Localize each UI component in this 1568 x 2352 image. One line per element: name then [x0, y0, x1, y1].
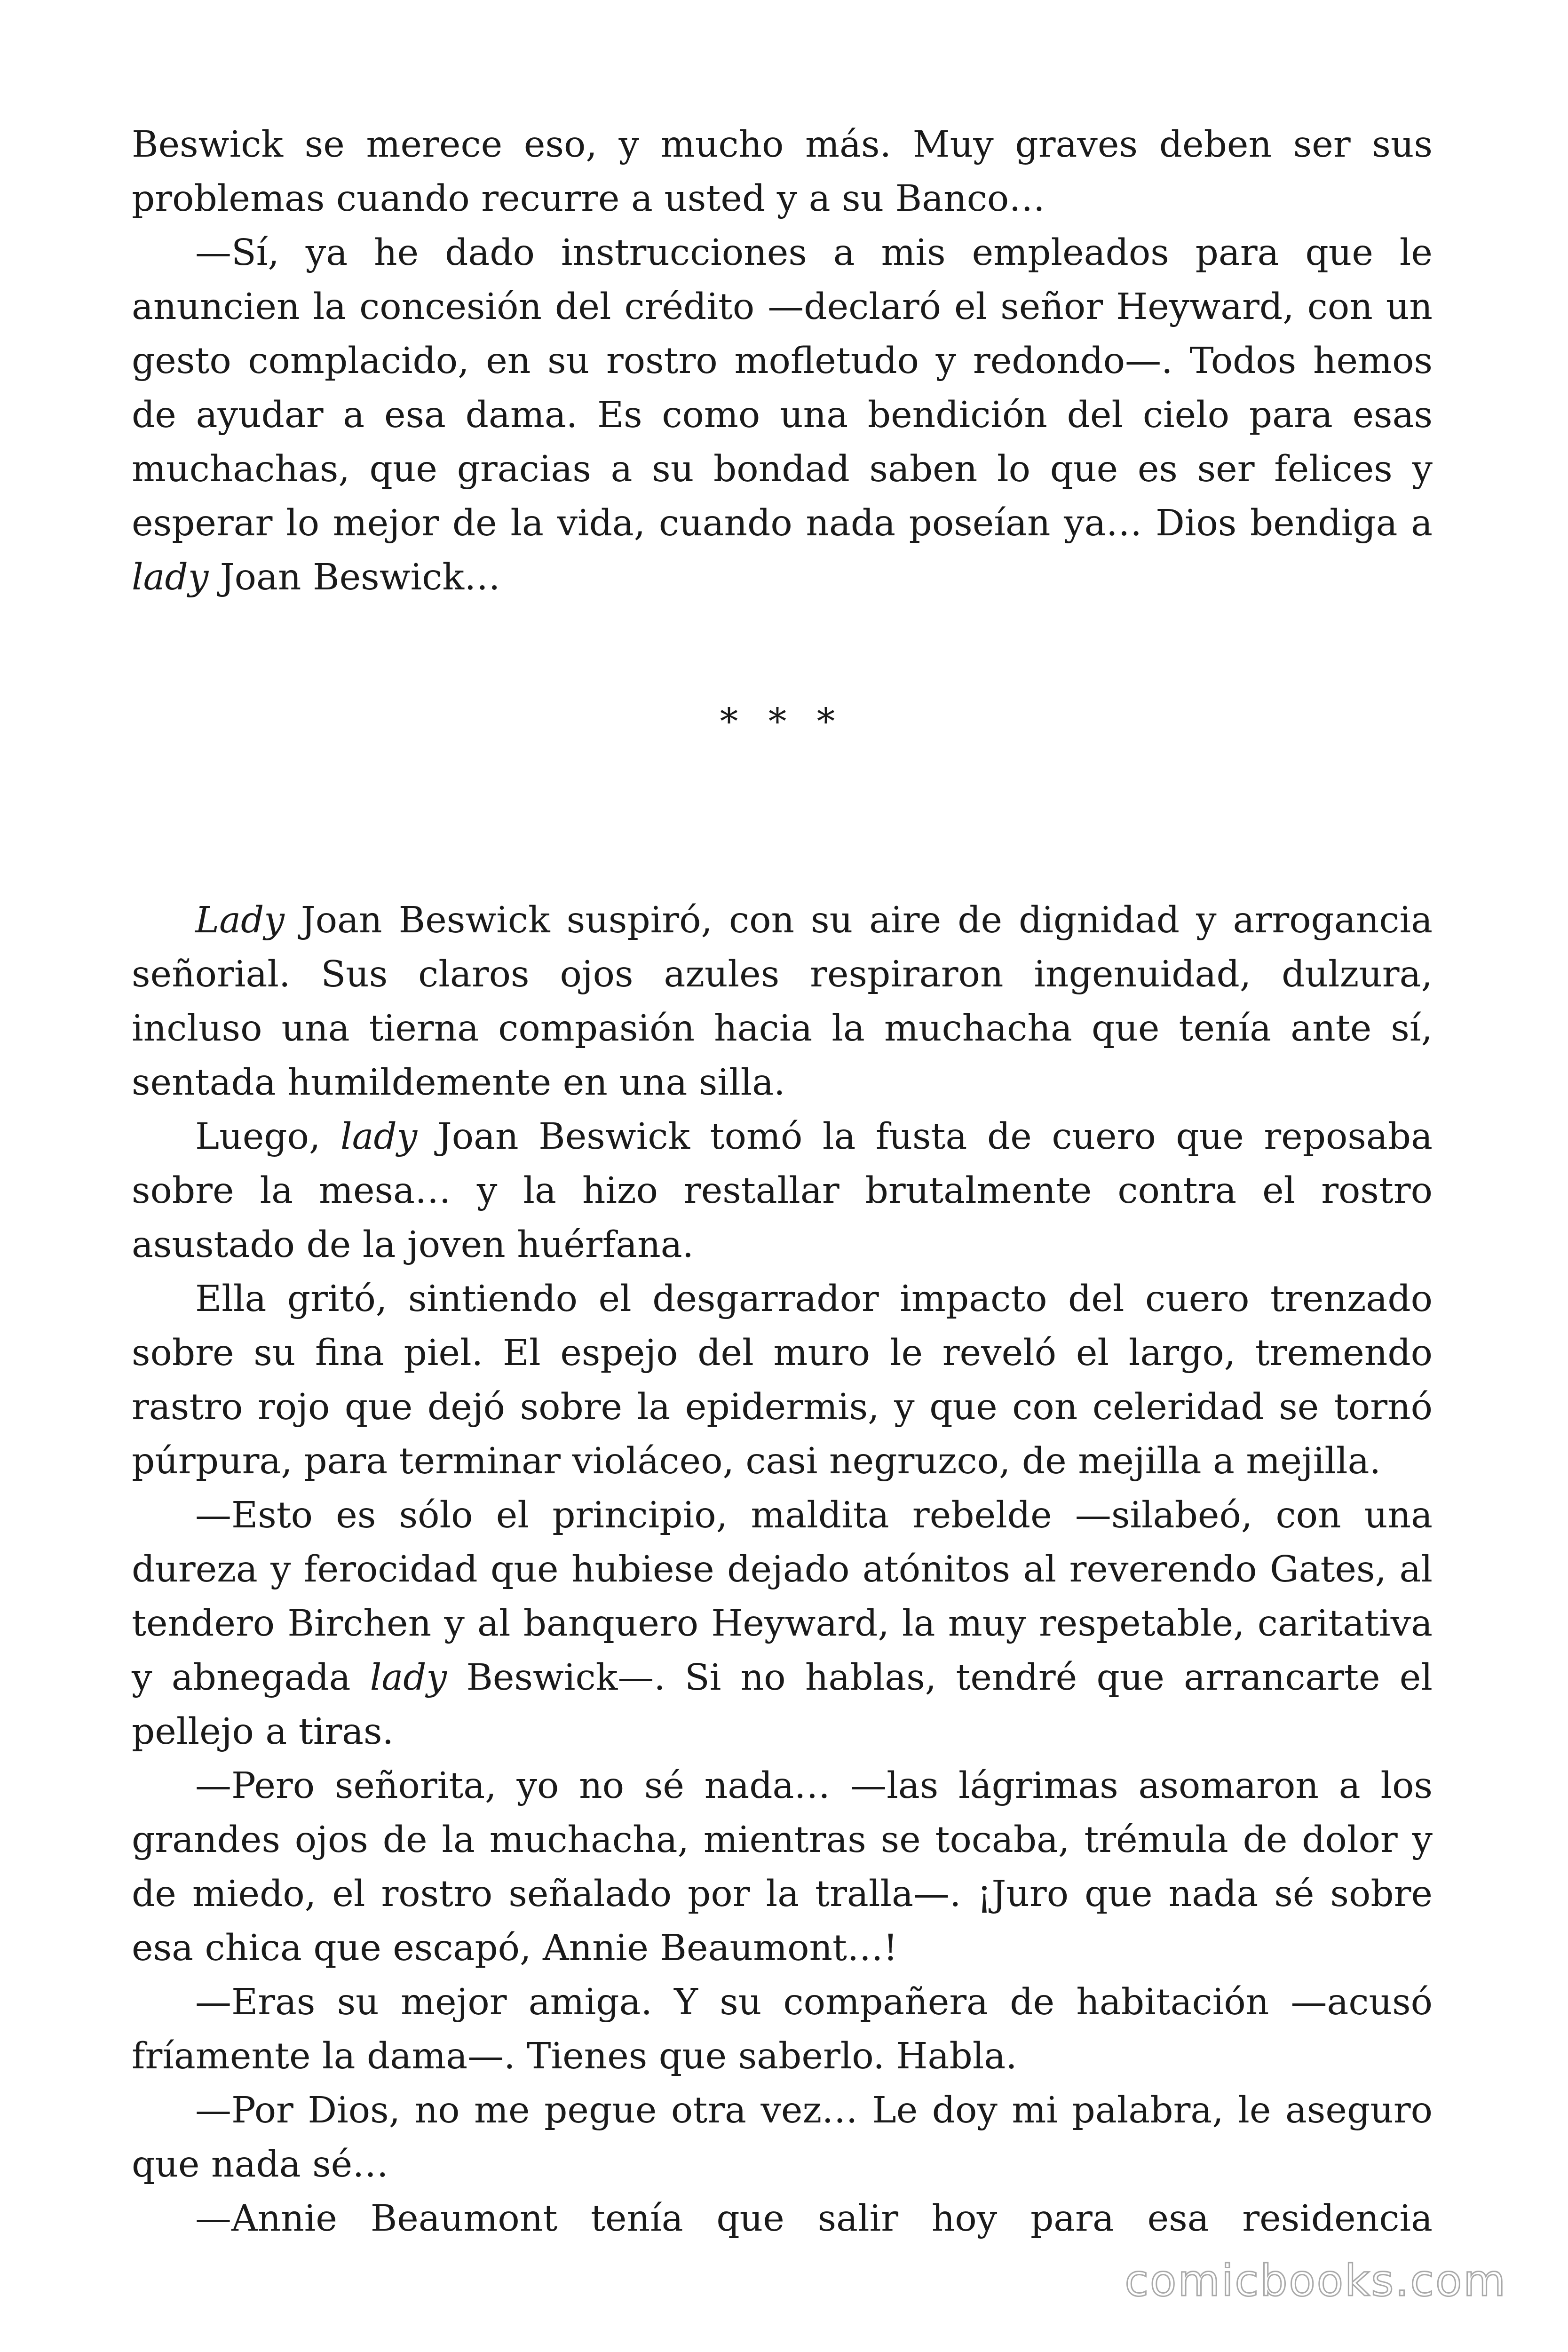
text-segment: * * * [720, 701, 845, 743]
text-segment: —Eras su mejor amiga. Y su compañera de habitación —acusó fríamente la dama—. Tienes que saberlo. Habla. [132, 1981, 1433, 2077]
text-segment: —Esto es sólo el principio, maldita rebelde —silabeó, con una dureza y ferocidad que hubiese dejado atónitos al reverendo Gates, al tendero Birchen y al banquero Heyward, la muy respetable, caritativa y abnegada [132, 1494, 1433, 1699]
paragraph-p7 [132, 1759, 1433, 1975]
italic-text: Lady [195, 899, 285, 941]
text-segment: —Annie Beaumont tenía que salir hoy para esa residencia [195, 2198, 1433, 2240]
text-segment: Joan Beswick… [208, 556, 500, 598]
text-segment: Joan Beswick tomó la fusta de cuero que reposaba sobre la mesa… y la hizo restallar brutalmente contra el rostro asustado de la joven huérfana. [132, 1116, 1433, 1266]
italic-text: lady [132, 556, 209, 598]
text-segment: Beswick se merece eso, y mucho más. Muy graves deben ser sus problemas cuando recurre a usted y a su Banco… [132, 124, 1433, 220]
italic-text: lady [370, 1657, 447, 1699]
paragraph-p5 [132, 1272, 1433, 1488]
paragraph-p9 [132, 2083, 1433, 2192]
text-segment: —Por Dios, no me pegue otra vez… Le doy mi palabra, le aseguro que nada sé… [132, 2090, 1433, 2185]
text-segment: —Sí, ya he dado instrucciones a mis empleados para que le anuncien la concesión del crédito —declaró el señor Heyward, con un gesto complacido, en su rostro mofletudo y redondo—. Todos hemos de ayudar a esa dama. Es como una bendición del cielo para esas muchachas, que gracias a su bondad saben lo que es ser felices y esperar lo mejor de la vida, cuando nada poseían ya… Dios bendiga a [132, 232, 1433, 544]
text-segment: —Pero señorita, yo no sé nada… —las lágrimas asomaron a los grandes ojos de la muchacha, mientras se tocaba, trémula de dolor y de miedo, el rostro señalado por la tralla—. ¡Juro que nada sé sobre esa chica que escapó, Annie Beaumont…! [132, 1765, 1433, 1969]
section-separator [132, 641, 1433, 857]
site-watermark: comicbooks.com [1125, 2256, 1507, 2306]
text-segment: Luego, [195, 1116, 341, 1158]
italic-text: lady [340, 1116, 418, 1158]
paragraph-p2 [132, 226, 1433, 604]
page-body [132, 118, 1433, 2246]
paragraph-p3 [132, 893, 1433, 1110]
paragraph-p8 [132, 1975, 1433, 2083]
paragraph-p1 [132, 118, 1433, 226]
paragraph-p10 [132, 2192, 1433, 2246]
text-segment: Beswick—. Si no hablas, tendré que arrancarte el pellejo a tiras. [132, 1657, 1433, 1753]
text-segment: Joan Beswick suspiró, con su aire de dignidad y arrogancia señorial. Sus claros ojos azules respiraron ingenuidad, dulzura, incluso una tierna compasión hacia la muchacha que tenía ante sí, sentada humildemente en una silla. [132, 899, 1433, 1104]
paragraph-p6 [132, 1488, 1433, 1759]
paragraph-p4 [132, 1110, 1433, 1272]
text-segment: Ella gritó, sintiendo el desgarrador impacto del cuero trenzado sobre su fina piel. El espejo del muro le reveló el largo, tremendo rastro rojo que dejó sobre la epidermis, y que con celeridad se tornó púrpura, para terminar violáceo, casi negruzco, de mejilla a mejilla. [132, 1278, 1433, 1482]
